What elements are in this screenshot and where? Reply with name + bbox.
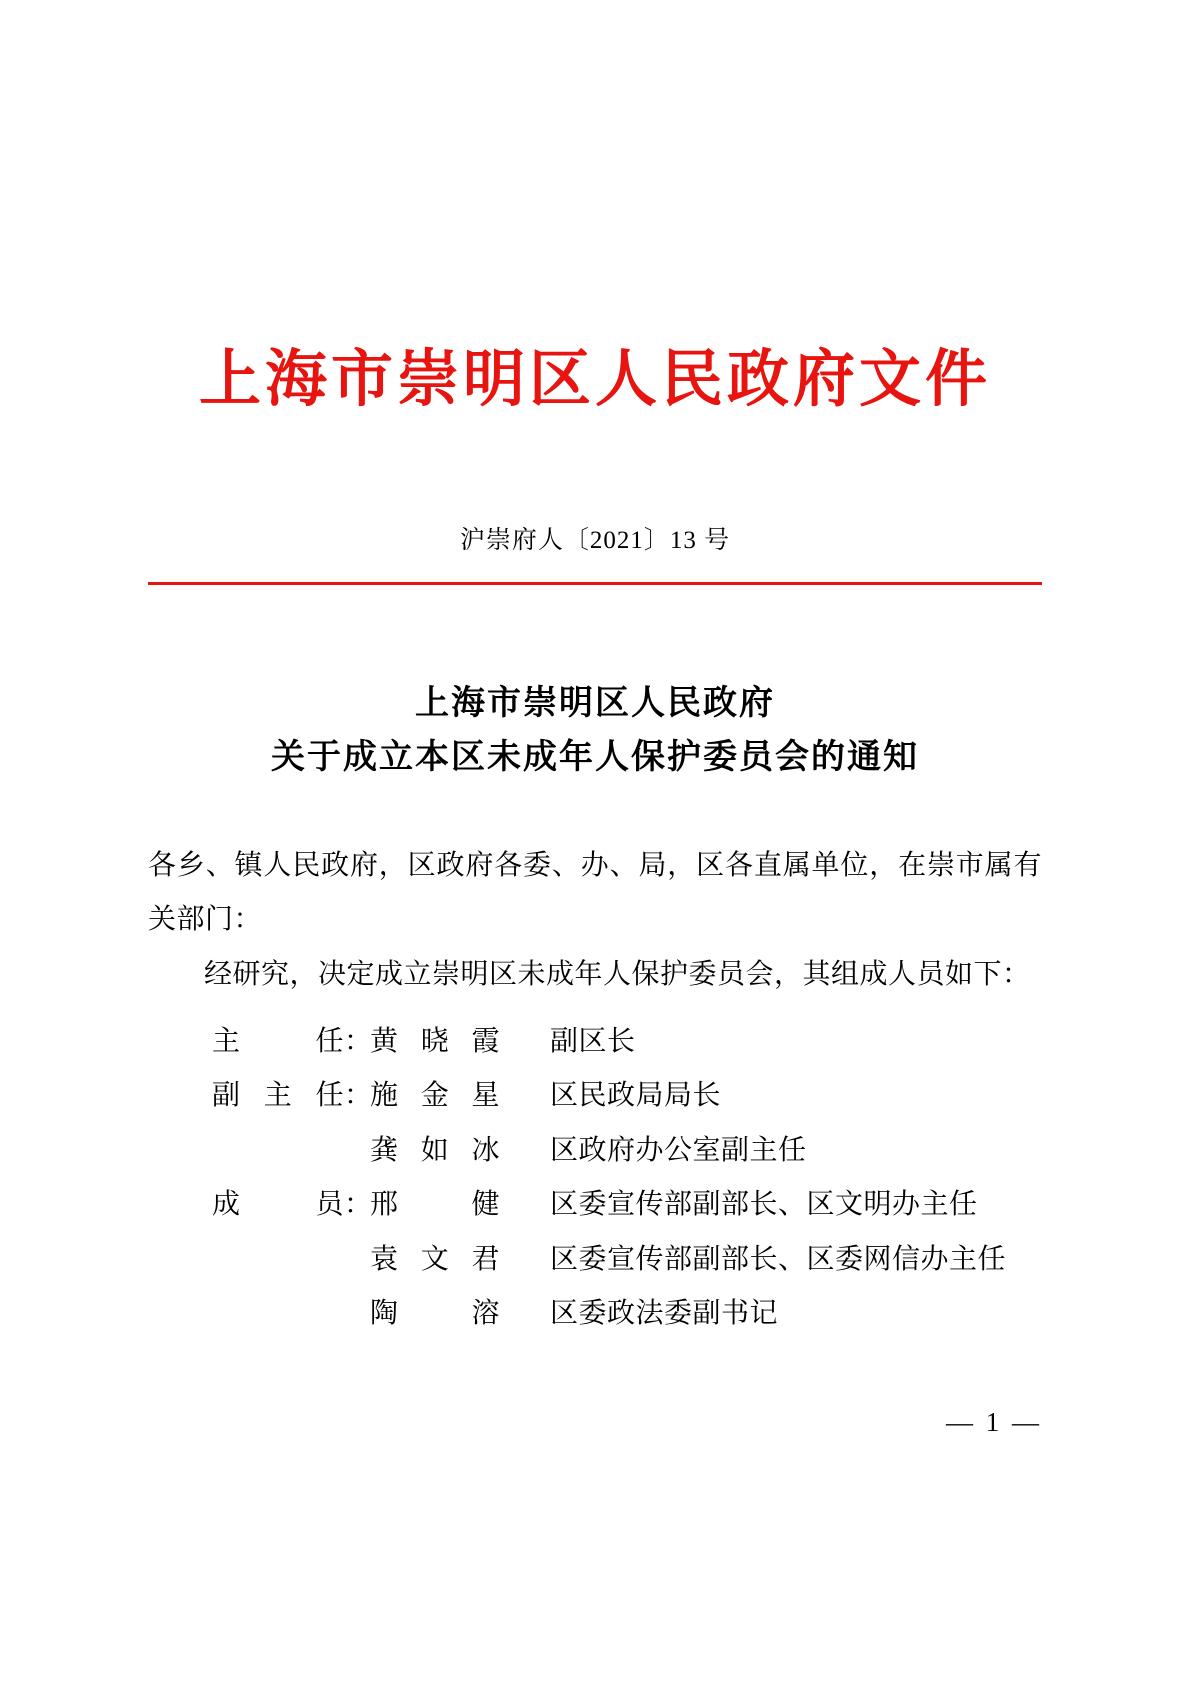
- document-title-line-1: 上海市崇明区人民政府: [415, 685, 775, 723]
- roster-title: 副区长: [550, 1025, 636, 1057]
- document-content: [148, 0, 1042, 1342]
- roster-colon: ：: [344, 1080, 373, 1112]
- roster-row: [148, 1178, 1042, 1233]
- roster-title: 区政府办公室副主任: [550, 1134, 807, 1166]
- roster-name: 黄晓霞: [370, 1025, 500, 1057]
- roster-name: 邢健: [370, 1189, 500, 1221]
- roster-title: 区委宣传部副部长、区文明办主任: [550, 1189, 978, 1221]
- roster-role: 副主任: [212, 1080, 344, 1112]
- roster-name: 施金星: [370, 1080, 500, 1112]
- body-paragraph-decision: 经研究，决定成立崇明区未成年人保护委员会，其组成人员如下：: [204, 958, 1031, 990]
- document-title: [148, 677, 1042, 784]
- roster-title: 区委政法委副书记: [550, 1298, 779, 1330]
- roster-row: [148, 1015, 1042, 1070]
- document-number: 沪崇府人〔2021〕13 号: [459, 527, 731, 555]
- roster-row: [148, 1124, 1042, 1179]
- roster-name: 袁文君: [370, 1243, 500, 1275]
- document-body: [148, 839, 1042, 1342]
- red-divider-rule: [148, 582, 1042, 585]
- roster-title: 区委宣传部副部长、区委网信办主任: [550, 1243, 1007, 1275]
- roster-title: 区民政局局长: [550, 1080, 722, 1112]
- committee-roster: [148, 1015, 1042, 1343]
- body-paragraph-recipients: 各乡、镇人民政府，区政府各委、办、局，区各直属单位，在崇市属有关部门：: [148, 849, 1042, 936]
- roster-colon: ：: [344, 1025, 373, 1057]
- roster-row: [148, 1233, 1042, 1288]
- document-masthead: 上海市崇明区人民政府文件: [198, 346, 991, 414]
- document-title-line-2: 关于成立本区未成年人保护委员会的通知: [271, 739, 919, 777]
- roster-role: 成员: [212, 1189, 344, 1221]
- roster-colon: ：: [344, 1189, 373, 1221]
- roster-role: 主任: [212, 1025, 344, 1057]
- roster-row: [148, 1069, 1042, 1124]
- roster-name: 龚如冰: [370, 1134, 500, 1166]
- roster-row: [148, 1287, 1042, 1342]
- roster-name: 陶溶: [370, 1298, 500, 1330]
- page-number: — 1 —: [946, 1407, 1042, 1437]
